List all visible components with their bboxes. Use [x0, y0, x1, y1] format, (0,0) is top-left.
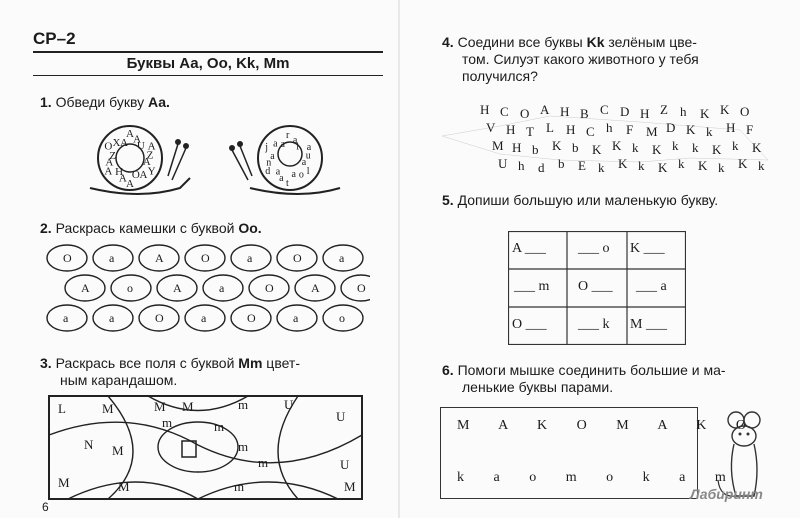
croc-letter: H — [506, 122, 516, 137]
croc-letter: k — [672, 138, 679, 153]
field-letter: m — [162, 415, 173, 430]
field-letter: M — [112, 443, 124, 458]
croc-letter: k — [706, 124, 713, 139]
croc-letter: K — [592, 142, 602, 157]
stone-letter: a — [109, 251, 115, 265]
snail-left — [90, 126, 190, 194]
worksheet-header — [33, 29, 383, 79]
stones-illustration — [45, 240, 370, 340]
croc-letter: h — [606, 120, 613, 135]
task-3: 3. Раскрась все поля с буквой Мm цвет- ным карандашом. — [40, 355, 300, 388]
croc-letter: k — [718, 160, 725, 175]
snail-letter: U — [136, 139, 145, 152]
stone-letter: O — [247, 311, 256, 325]
field-letter: m — [238, 397, 249, 412]
snail-letter: A — [105, 156, 114, 169]
stone-letter: o — [127, 281, 133, 295]
task-2: 2. Раскрась камешки с буквой Оо. — [40, 220, 262, 236]
uppercase-row[interactable]: M A K O M A K O — [457, 418, 759, 433]
field-letter: M — [102, 401, 114, 416]
stone-letter: O — [357, 281, 366, 295]
croc-letter: O — [520, 106, 530, 121]
grid-cell[interactable]: O ___ — [578, 279, 613, 294]
task-1: 1. Обведи букву Аа. — [40, 94, 170, 110]
stone-letter: O — [201, 251, 210, 265]
grid-cell[interactable]: ___ k — [578, 317, 610, 332]
snail-letter: H — [115, 166, 124, 179]
field-letter: N — [84, 437, 94, 452]
task-5: 5. Допиши большую или маленькую букву. — [442, 192, 719, 208]
croc-letter: k — [758, 158, 765, 173]
croc-letter: b — [532, 142, 539, 157]
stone-letter: a — [339, 251, 345, 265]
snail-letter: A — [104, 165, 113, 178]
letter-grid — [508, 231, 686, 345]
croc-letter: O — [740, 104, 750, 119]
croc-letter: h — [518, 158, 525, 173]
croc-letter: F — [746, 122, 754, 137]
croc-letter: k — [678, 156, 685, 171]
snail-letter: l — [296, 141, 300, 153]
snail-letter: A — [139, 169, 148, 182]
croc-letter: k — [732, 138, 739, 153]
croc-letter: K — [720, 102, 730, 117]
stone-letter: o — [339, 311, 345, 325]
header-rule-bottom — [33, 75, 383, 76]
snail-letter: j — [265, 142, 268, 153]
snail-letter: a — [291, 169, 296, 181]
worksheet-title: Буквы Аа, Оо, Kk, Мm — [126, 55, 290, 72]
snail-letter: a — [306, 142, 312, 153]
stone-letter: A — [81, 281, 90, 295]
task-4: 4. Соедини все буквы Kk зелёным цве- том. Силуэт какого животного у тебя получился? — [442, 34, 699, 84]
snail-letter: O — [131, 168, 140, 181]
croc-letter: C — [586, 124, 595, 139]
grid-cell[interactable]: A ___ — [512, 241, 546, 256]
croc-letter: U — [498, 156, 508, 171]
croc-letter: b — [558, 156, 565, 171]
snail-letter: t — [286, 178, 289, 189]
croc-letter: B — [580, 106, 589, 121]
task-6: 6. Помоги мышке соединить большие и ма- ленькие буквы парами. — [442, 362, 726, 395]
stone-letter: O — [155, 311, 164, 325]
croc-letter: K — [738, 156, 748, 171]
field-letter: m — [234, 479, 245, 494]
croc-letter: H — [726, 120, 736, 135]
grid-cell[interactable]: M ___ — [630, 317, 667, 332]
croc-letter: T — [526, 124, 534, 139]
croc-letter: H — [640, 106, 650, 121]
snail-letter: l — [306, 166, 310, 177]
snail-letter: a — [279, 172, 284, 184]
stone-letter: O — [63, 251, 72, 265]
croc-letter: L — [546, 120, 554, 135]
croc-letter: K — [658, 160, 668, 175]
snail-letter: n — [266, 157, 272, 169]
grid-cell[interactable]: K ___ — [630, 241, 665, 256]
croc-letter: K — [552, 138, 562, 153]
croc-letter: C — [600, 102, 609, 117]
snail-right — [229, 126, 340, 194]
grid-cell[interactable]: ___ m — [514, 279, 550, 294]
croc-letter: M — [646, 124, 658, 139]
snail-letter: a — [292, 135, 298, 147]
croc-letter: D — [666, 120, 676, 135]
stone-letter: a — [247, 251, 253, 265]
croc-letter: k — [692, 140, 699, 155]
field-letter: M — [344, 479, 356, 494]
colouring-field — [48, 395, 363, 500]
stone-letter: A — [173, 281, 182, 295]
field-letter: m — [238, 439, 249, 454]
croc-letter: K — [618, 156, 628, 171]
croc-letter: C — [500, 104, 509, 119]
lowercase-row[interactable]: k a o m o k a m — [457, 470, 739, 485]
croc-letter: d — [538, 160, 545, 175]
snail-letter: A — [142, 155, 151, 168]
snail-letter: Y — [147, 165, 156, 178]
snails-illustration — [80, 118, 380, 200]
croc-letter: h — [680, 104, 687, 119]
croc-letter: k — [632, 140, 639, 155]
croc-letter: H — [512, 140, 522, 155]
croc-letter: K — [712, 142, 722, 157]
snail-letter: a — [301, 156, 307, 168]
croc-letter: K — [752, 140, 762, 155]
snail-letter: o — [298, 169, 304, 181]
snail-letter: Z — [146, 149, 154, 162]
field-letter: m — [214, 419, 225, 434]
stone-letter: a — [219, 281, 225, 295]
snail-letter: O — [104, 140, 113, 153]
croc-letter: H — [560, 104, 570, 119]
stone-letter: O — [293, 251, 302, 265]
croc-letter: k — [638, 158, 645, 173]
snail-letter: A — [120, 137, 129, 150]
field-letter: U — [340, 457, 350, 472]
croc-letter: K — [698, 158, 708, 173]
field-letter: M — [154, 399, 166, 414]
croc-letter: H — [480, 102, 490, 117]
croc-letter: k — [598, 160, 605, 175]
croc-letter: Z — [660, 102, 668, 117]
croc-letter: K — [652, 142, 662, 157]
stone-letter: A — [155, 251, 164, 265]
stone-letter: a — [293, 311, 299, 325]
croc-letter: V — [486, 120, 496, 135]
stone-letter: a — [201, 311, 207, 325]
snail-letter: a — [270, 151, 275, 163]
worksheet-code: СР–2 — [33, 29, 76, 48]
snail-letter: a — [273, 138, 278, 150]
croc-letter: F — [626, 122, 634, 137]
croc-letter: M — [492, 138, 504, 153]
snail-letter: A — [133, 133, 142, 146]
snail-letter: A — [126, 128, 134, 140]
croc-letter: H — [566, 122, 576, 137]
grid-cell[interactable]: O ___ — [512, 317, 547, 332]
header-rule-top — [33, 51, 383, 53]
snail-letter: a — [280, 138, 285, 150]
field-letter: M — [182, 399, 194, 414]
field-letter: M — [118, 479, 130, 494]
field-letter: U — [284, 397, 294, 412]
snail-letter: r — [286, 130, 290, 141]
field-letter: U — [336, 409, 346, 424]
croc-letter: K — [686, 122, 696, 137]
grid-cell[interactable]: ___ o — [578, 241, 610, 256]
croc-letter: K — [612, 138, 622, 153]
snail-letter: A — [147, 140, 156, 153]
snail-letter: Z — [109, 150, 116, 163]
stone-letter: A — [311, 281, 320, 295]
stone-letter: O — [265, 281, 274, 295]
page-number: 6 — [42, 500, 49, 514]
field-letter: m — [258, 455, 269, 470]
croc-letter: b — [572, 140, 579, 155]
snail-letter: X — [112, 136, 121, 149]
snail-letter: u — [305, 150, 311, 162]
croc-letter: K — [700, 106, 710, 121]
snail-letter: A — [126, 178, 134, 190]
snail-letter: A — [118, 172, 127, 185]
croc-letter: E — [578, 158, 586, 173]
publisher-watermark: Лабиринт — [690, 486, 763, 502]
stone-letter: a — [109, 311, 115, 325]
field-letter: M — [58, 475, 70, 490]
croc-letter: A — [540, 102, 550, 117]
grid-cell[interactable]: ___ a — [636, 279, 667, 294]
stone-letter: a — [63, 311, 69, 325]
crocodile-letters — [440, 96, 770, 186]
snail-letter: a — [275, 166, 281, 178]
croc-letter: D — [620, 104, 630, 119]
field-letter: L — [58, 401, 66, 416]
snail-letter: d — [265, 166, 271, 177]
